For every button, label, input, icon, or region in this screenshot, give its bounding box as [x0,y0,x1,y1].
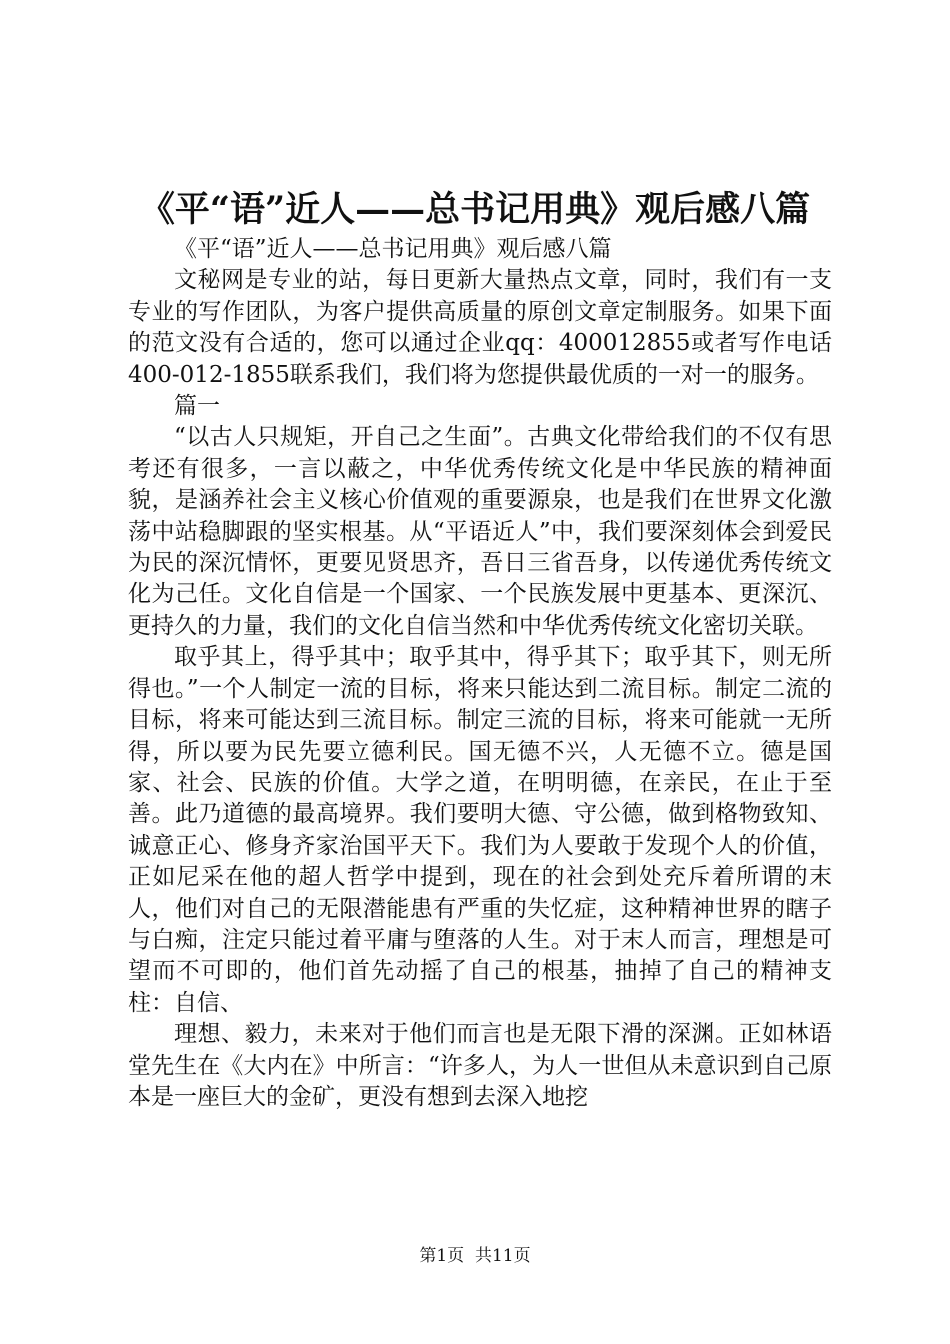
body-paragraph: “以古人只规矩，开自己之生面”。古典文化带给我们的不仅有思考还有很多，一言以蔽之，中华优秀传统文化是中华民族的精神面貌，是涵养社会主义核心价值观的重要源泉，也是我们在世界文化激荡中站稳脚跟的坚实根基。从“平语近人”中，我们要深刻体会到爱民为民的深沉情怀，更要见贤思齐，吾日三省吾身，以传递优秀传统文化为己任。文化自信是一个国家、一个民族发展中更基本、更深沉、更持久的力量，我们的文化自信当然和中华优秀传统文化密切关联。 [128,424,832,639]
page-number: 第1页 共11页 [419,1246,531,1266]
document-title: 《平“语”近人——总书记用典》观后感八篇 [139,189,811,230]
body-paragraph: 取乎其上，得乎其中；取乎其中，得乎其下；取乎其下，则无所得也。”一个人制定一流的目标，将来只能达到二流目标。制定二流的目标，将来可能达到三流目标。制定三流的目标，将来可能就一无所得，所以要为民先要立德利民。国无德不兴，人无德不立。德是国家、社会、民族的价值。大学之道，在明明德，在亲民，在止于至善。此乃道德的最高境界。我们要明大德、守公德，做到格物致知、诚意正心、修身齐家治国平天下。我们为人要敢于发现个人的价值，正如尼采在他的超人哲学中提到，现在的社会到处充斥着所谓的末人，他们对自己的无限潜能患有严重的失忆症，这种精神世界的瞎子与白痴，注定只能过着平庸与堕落的人生。对于末人而言，理想是可望而不可即的，他们首先动摇了自己的根基，抽掉了自己的精神支柱：自信、 [128,644,832,1016]
section-heading: 篇一 [174,393,220,420]
body-paragraph: 理想、毅力，未来对于他们而言也是无限下滑的深渊。正如林语堂先生在《大内在》中所言：“许多人，为人一世但从未意识到自己原本是一座巨大的金矿，更没有想到去深入地挖 [128,1021,832,1110]
subtitle-paragraph: 《平“语”近人——总书记用典》观后感八篇 [174,236,612,262]
document-body [128,234,832,1113]
page-footer [0,1244,950,1268]
intro-paragraph: 文秘网是专业的站，每日更新大量热点文章，同时，我们有一支专业的写作团队，为客户提供高质量的原创文章定制服务。如果下面的范文没有合适的，您可以通过企业qq：400012855或者写作电话400-012-1855联系我们，我们将为您提供最优质的一对一的服务。 [128,267,832,388]
